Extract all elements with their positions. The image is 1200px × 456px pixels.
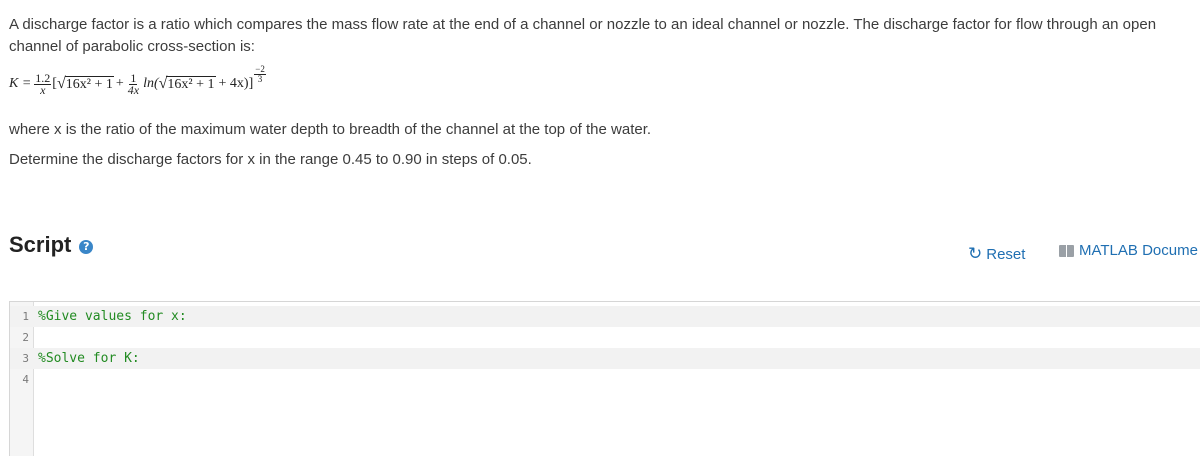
frac2-denominator: 4x xyxy=(127,82,140,97)
exponent-numerator: −2 xyxy=(255,63,265,74)
problem-intro: A discharge factor is a ratio which compares the mass flow rate at the end of a channel or nozzle to an ideal channel or nozzle. The discharge factor for flow through an open channel of parabolic cross-section is: xyxy=(9,16,1157,55)
code-line[interactable] xyxy=(10,348,1200,369)
line-number: 1 xyxy=(22,310,29,323)
book-icon xyxy=(1059,245,1074,257)
script-title: Script xyxy=(9,232,72,257)
code-text[interactable]: %Solve for K: xyxy=(38,351,140,366)
code-line[interactable] xyxy=(10,306,1200,327)
formula-ln: ln( xyxy=(143,76,159,91)
question-circle-icon[interactable]: ? xyxy=(79,240,93,254)
line-number: 2 xyxy=(22,331,29,344)
formula-tail: + 4x)] xyxy=(218,76,254,91)
coef-denominator: x xyxy=(40,82,46,97)
exponent-denominator: 3 xyxy=(257,73,263,84)
formula-lhs: K = xyxy=(9,76,32,91)
formula-exponent xyxy=(254,65,266,84)
code-line[interactable] xyxy=(10,369,1200,390)
formula-plus: + xyxy=(115,76,124,91)
refresh-icon: ↻ xyxy=(968,244,983,264)
code-text[interactable]: %Give values for x: xyxy=(38,309,187,324)
frac2-numerator: 1 xyxy=(130,70,137,85)
reset-button[interactable] xyxy=(968,244,1025,264)
problem-task-text: Determine the discharge factors for x in the range 0.45 to 0.90 in steps of 0.05. xyxy=(9,151,532,168)
line-number: 3 xyxy=(22,352,29,365)
problem-where-text: where x is the ratio of the maximum water depth to breadth of the channel at the top of the water. xyxy=(9,121,652,138)
formula-coefficient xyxy=(34,70,51,97)
reset-label: Reset xyxy=(986,245,1026,263)
coef-numerator: 1.2 xyxy=(35,70,51,85)
code-editor[interactable] xyxy=(9,301,1200,456)
formula-sqrt-1: √ 16x² + 1 xyxy=(56,75,113,92)
script-heading xyxy=(9,232,93,258)
doc-label: MATLAB Docume xyxy=(1079,242,1198,259)
matlab-documentation-link[interactable] xyxy=(1059,242,1198,259)
formula-fraction-2 xyxy=(127,70,140,97)
line-number: 4 xyxy=(22,373,29,386)
code-line[interactable] xyxy=(10,327,1200,348)
formula-open-bracket: [ xyxy=(52,76,57,91)
radicand-1: 16x² + 1 xyxy=(65,77,113,92)
discharge-formula xyxy=(9,64,266,104)
radicand-2: 16x² + 1 xyxy=(167,77,215,92)
formula-sqrt-2: √ 16x² + 1 xyxy=(158,75,215,92)
